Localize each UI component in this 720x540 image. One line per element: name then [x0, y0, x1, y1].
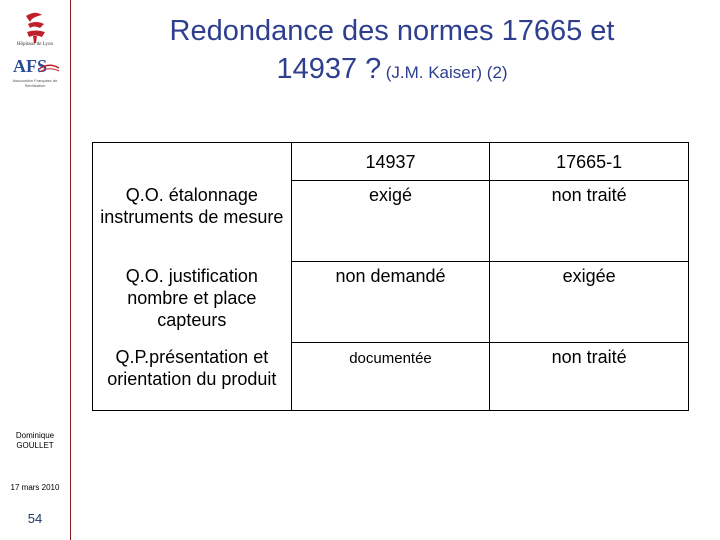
title-line-2-sub: (J.M. Kaiser) (2): [385, 63, 508, 82]
afs-logo-subtext: Association Française de Stérilisation: [12, 78, 58, 88]
page-number: 54: [27, 511, 43, 526]
table-row: [93, 343, 689, 411]
author-last-name: GOULLET: [16, 441, 54, 450]
hospital-logo-text: Hôpitaux de Lyon: [16, 42, 54, 47]
table-header-cell: 17665-1: [490, 143, 689, 181]
hospital-logo-icon: [18, 10, 52, 44]
table-cell: exigé: [291, 181, 490, 262]
table-row: [93, 262, 689, 343]
sidebar: [0, 0, 71, 540]
title-line-2-main: 14937 ?: [276, 53, 382, 85]
table-cell-text: documentée: [349, 350, 432, 367]
table-row-label: Q.O. justification nombre et place capteurs: [93, 262, 292, 343]
afs-logo-letters: AFS: [13, 56, 48, 76]
table-row-label: Q.O. étalonnage instruments de mesure: [93, 181, 292, 262]
table-cell: non demandé: [291, 262, 490, 343]
table-cell: exigée: [490, 262, 689, 343]
afs-logo-icon: [11, 54, 61, 76]
author-name: [0, 431, 70, 451]
table-cell: [291, 343, 490, 411]
table-row: [93, 181, 689, 262]
table-row-label: Q.P.présentation et orientation du produit: [93, 343, 292, 411]
table-header-row: [93, 143, 689, 181]
presentation-date: 17 mars 2010: [10, 483, 60, 492]
table-cell: non traité: [490, 181, 689, 262]
table-header-cell: 14937: [291, 143, 490, 181]
slide-title: [82, 12, 702, 93]
table-cell: non traité: [490, 343, 689, 411]
title-line-1: Redondance des normes 17665 et: [169, 15, 615, 47]
comparison-table: [92, 142, 689, 411]
table-header-cell: [93, 143, 292, 181]
author-first-name: Dominique: [15, 431, 55, 440]
